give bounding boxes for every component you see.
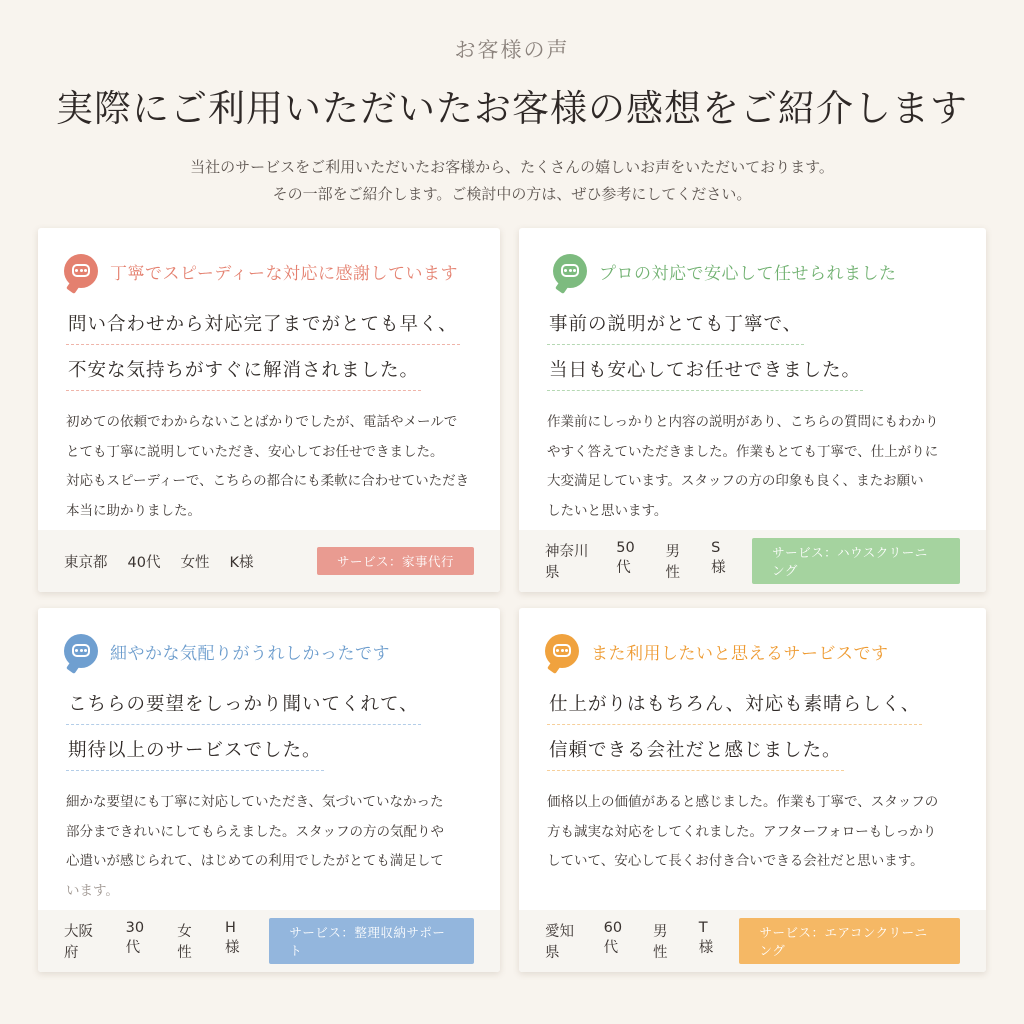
customer-age: 60代: [603, 920, 623, 956]
body-line: 本当に助かりました。: [66, 502, 201, 519]
service-tag: サービス：整理収納サポート: [269, 918, 474, 964]
customer-info: [64, 551, 273, 572]
card-footer: [38, 910, 500, 972]
chat-bubble-icon: [64, 254, 98, 288]
card-quote: [66, 310, 500, 402]
body-line: やすく答えていただきました。作業もとても丁寧で、仕上がりに: [547, 443, 939, 460]
customer-name: T様: [698, 920, 714, 956]
card-header: [519, 608, 986, 668]
card-footer: [38, 530, 500, 592]
card-title: また利用したいと思えるサービスです: [591, 643, 889, 664]
service-tag: サービス：エアコンクリーニング: [739, 918, 960, 964]
page-header: [0, 0, 1024, 208]
body-line: していて、安心して長くお付き合いできる会社だと思います。: [547, 853, 924, 869]
card-quote: [547, 690, 986, 782]
customer-area: 大阪府: [64, 924, 93, 961]
card-body: [547, 788, 960, 877]
body-line: 価格以上の価値があると感じました。作業も丁寧で、スタッフの: [547, 794, 939, 810]
card-footer: [519, 530, 986, 592]
customer-area: 愛知県: [545, 924, 574, 961]
card-footer: [519, 910, 986, 972]
testimonial-card: [38, 608, 500, 972]
body-line: 部分まできれいにしてもらえました。スタッフの方の気配りや: [66, 823, 444, 840]
card-body: [66, 788, 474, 906]
card-title: 細やかな気配りがうれしかったです: [110, 643, 390, 664]
body-line: とても丁寧に説明していただき、安心してお任せできました。: [66, 443, 444, 460]
testimonial-card: [519, 228, 986, 592]
chat-bubble-icon: [64, 634, 98, 668]
quote-line: 仕上がりはもちろん、対応も素晴らしく、: [547, 690, 922, 725]
customer-name: H様: [225, 920, 240, 956]
body-line: います。: [66, 882, 119, 899]
card-header: [38, 228, 500, 288]
testimonial-grid: [38, 228, 986, 978]
lead-text: [0, 154, 1024, 208]
testimonial-card: [519, 608, 986, 972]
quote-line: 事前の説明がとても丁寧で、: [547, 310, 804, 345]
chat-bubble-icon: [545, 634, 579, 668]
lead-line-2: その一部をご紹介します。ご検討中の方は、ぜひ参考にしてください。: [272, 185, 752, 203]
quote-line: 不安な気持ちがすぐに解消されました。: [66, 356, 421, 391]
customer-age: 30代: [125, 920, 145, 956]
quote-line: 当日も安心してお任せできました。: [547, 356, 863, 391]
body-line: したいと思います。: [547, 502, 668, 519]
card-quote: [547, 310, 986, 402]
quote-line: こちらの要望をしっかり聞いてくれて、: [66, 690, 421, 725]
testimonial-card: [38, 228, 500, 592]
customer-gender: 男性: [652, 924, 668, 961]
card-body: [547, 408, 960, 526]
customer-info: [545, 540, 752, 582]
body-line: 対応もスピーディーで、こちらの都合にも柔軟に合わせていただき: [66, 473, 470, 489]
body-line: 方も誠実な対応をしてくれました。アフターフォローもしっかり: [547, 823, 937, 840]
card-quote: [66, 690, 500, 782]
lead-line-1: 当社のサービスをご利用いただいたお客様から、たくさんの嬉しいお声をいただいております。: [190, 158, 834, 176]
customer-area: 東京都: [64, 554, 108, 571]
card-header: [519, 228, 986, 288]
customer-gender: 女性: [180, 554, 210, 571]
customer-age: 50代: [616, 540, 635, 576]
service-tag: サービス：家事代行: [317, 547, 474, 575]
customer-gender: 女性: [177, 924, 192, 961]
card-title: プロの対応で安心して任せられました: [599, 263, 897, 284]
section-eyebrow: お客様の声: [454, 38, 570, 62]
quote-line: 問い合わせから対応完了までがとても早く、: [66, 310, 460, 345]
body-line: 初めての依頼でわからないことばかりでしたが、電話やメールで: [66, 414, 458, 430]
card-header: [38, 608, 500, 668]
body-line: 大変満足しています。スタッフの方の印象も良く、またお願い: [547, 473, 924, 489]
card-title: 丁寧でスピーディーな対応に感謝しています: [110, 263, 458, 284]
body-line: 心遣いが感じられて、はじめての利用でしたがとても満足して: [66, 853, 444, 869]
quote-line: 期待以上のサービスでした。: [66, 736, 324, 771]
customer-info: [545, 920, 739, 962]
customer-age: 40代: [127, 554, 161, 571]
customer-info: [64, 920, 269, 962]
body-line: 作業前にしっかりと内容の説明があり、こちらの質問にもわかり: [547, 414, 939, 430]
chat-bubble-icon: [553, 254, 587, 288]
body-line: 細かな要望にも丁寧に対応していただき、気づいていなかった: [66, 794, 444, 810]
quote-line: 信頼できる会社だと感じました。: [547, 736, 844, 771]
customer-name: S様: [711, 540, 726, 576]
customer-gender: 男性: [665, 544, 680, 581]
page-title: 実際にご利用いただいたお客様の感想をご紹介します: [56, 87, 968, 130]
service-tag: サービス：ハウスクリーニング: [752, 538, 960, 584]
customer-area: 神奈川県: [545, 544, 589, 581]
customer-name: K様: [229, 554, 254, 571]
card-body: [66, 408, 474, 526]
